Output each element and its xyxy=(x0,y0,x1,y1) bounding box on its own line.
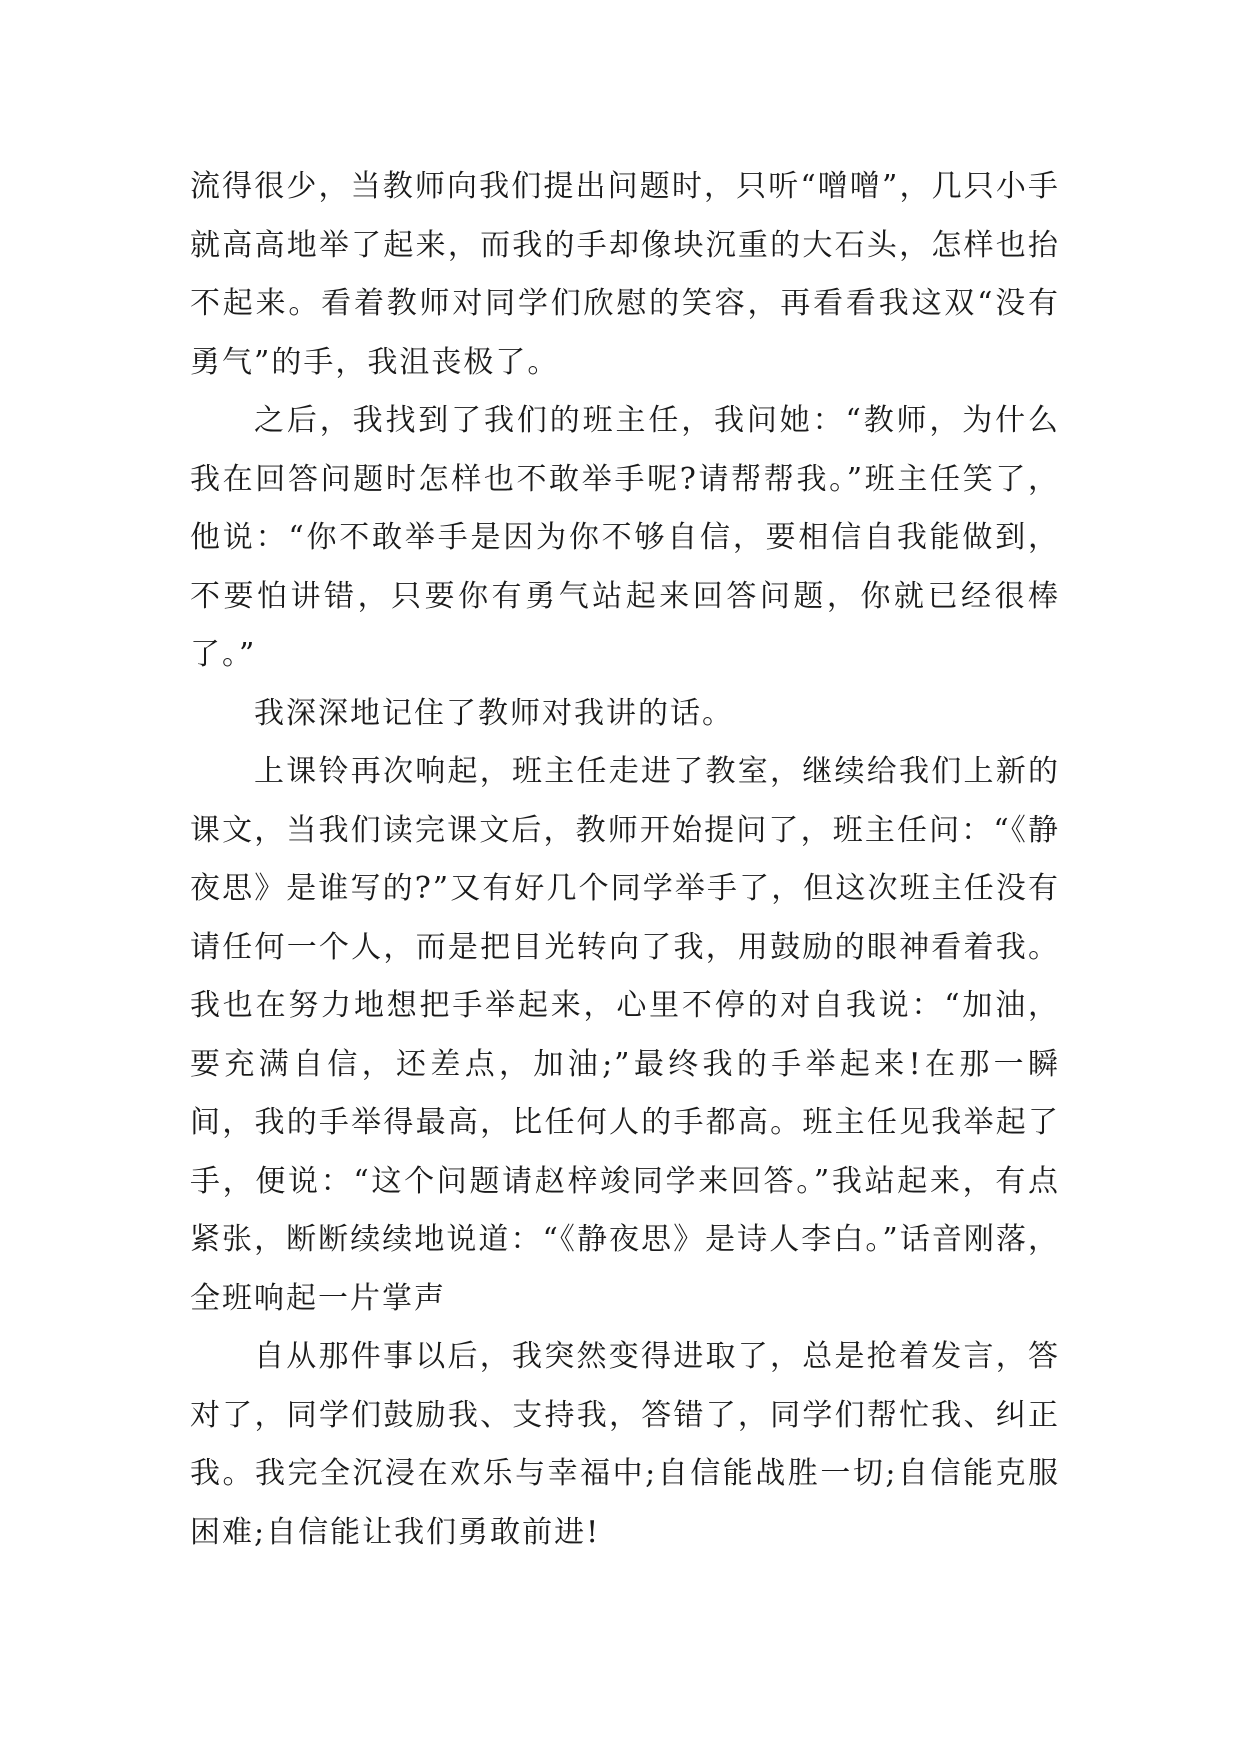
paragraph-remember: 我深深地记住了教师对我讲的话。 xyxy=(254,695,734,731)
paragraph-conclusion: 自从那件事以后，我突然变得进取了，总是抢着发言，答对了，同学们鼓励我、支持我，答错了，同学们帮忙我、纠正我。我完全沉浸在欢乐与幸福中;自信能战胜一切;自信能克服困难;自信能让我们勇敢前进! xyxy=(190,1339,1060,1550)
paragraph-teacher-conversation: 之后，我找到了我们的班主任，我问她：“教师，为什么我在回答问题时怎样也不敢举手呢?请帮帮我。”班主任笑了，他说：“你不敢举手是因为你不够自信，要相信自我能做到，不要怕讲错，只要你有勇气站起来回答问题，你就已经很棒了。” xyxy=(190,403,1060,672)
paragraph-continuation: 流得很少，当教师向我们提出问题时，只听“噌噌”，几只小手就高高地举了起来，而我的手却像块沉重的大石头，怎样也抬不起来。看着教师对同学们欣慰的笑容，再看看我这双“没有勇气”的手，我沮丧极了。 xyxy=(190,169,1060,380)
document-body xyxy=(190,158,1060,1562)
paragraph-classroom: 上课铃再次响起，班主任走进了教室，继续给我们上新的课文，当我们读完课文后，教师开始提问了，班主任问：“《静夜思》是谁写的?”又有好几个同学举手了，但这次班主任没有请任何一个人，而是把目光转向了我，用鼓励的眼神看着我。我也在努力地想把手举起来，心里不停的对自我说：“加油，要充满自信，还差点，加油;”最终我的手举起来!在那一瞬间，我的手举得最高，比任何人的手都高。班主任见我举起了手，便说：“这个问题请赵梓竣同学来回答。”我站起来，有点紧张，断断续续地说道：“《静夜思》是诗人李白。”话音刚落，全班响起一片掌声 xyxy=(190,754,1060,1316)
